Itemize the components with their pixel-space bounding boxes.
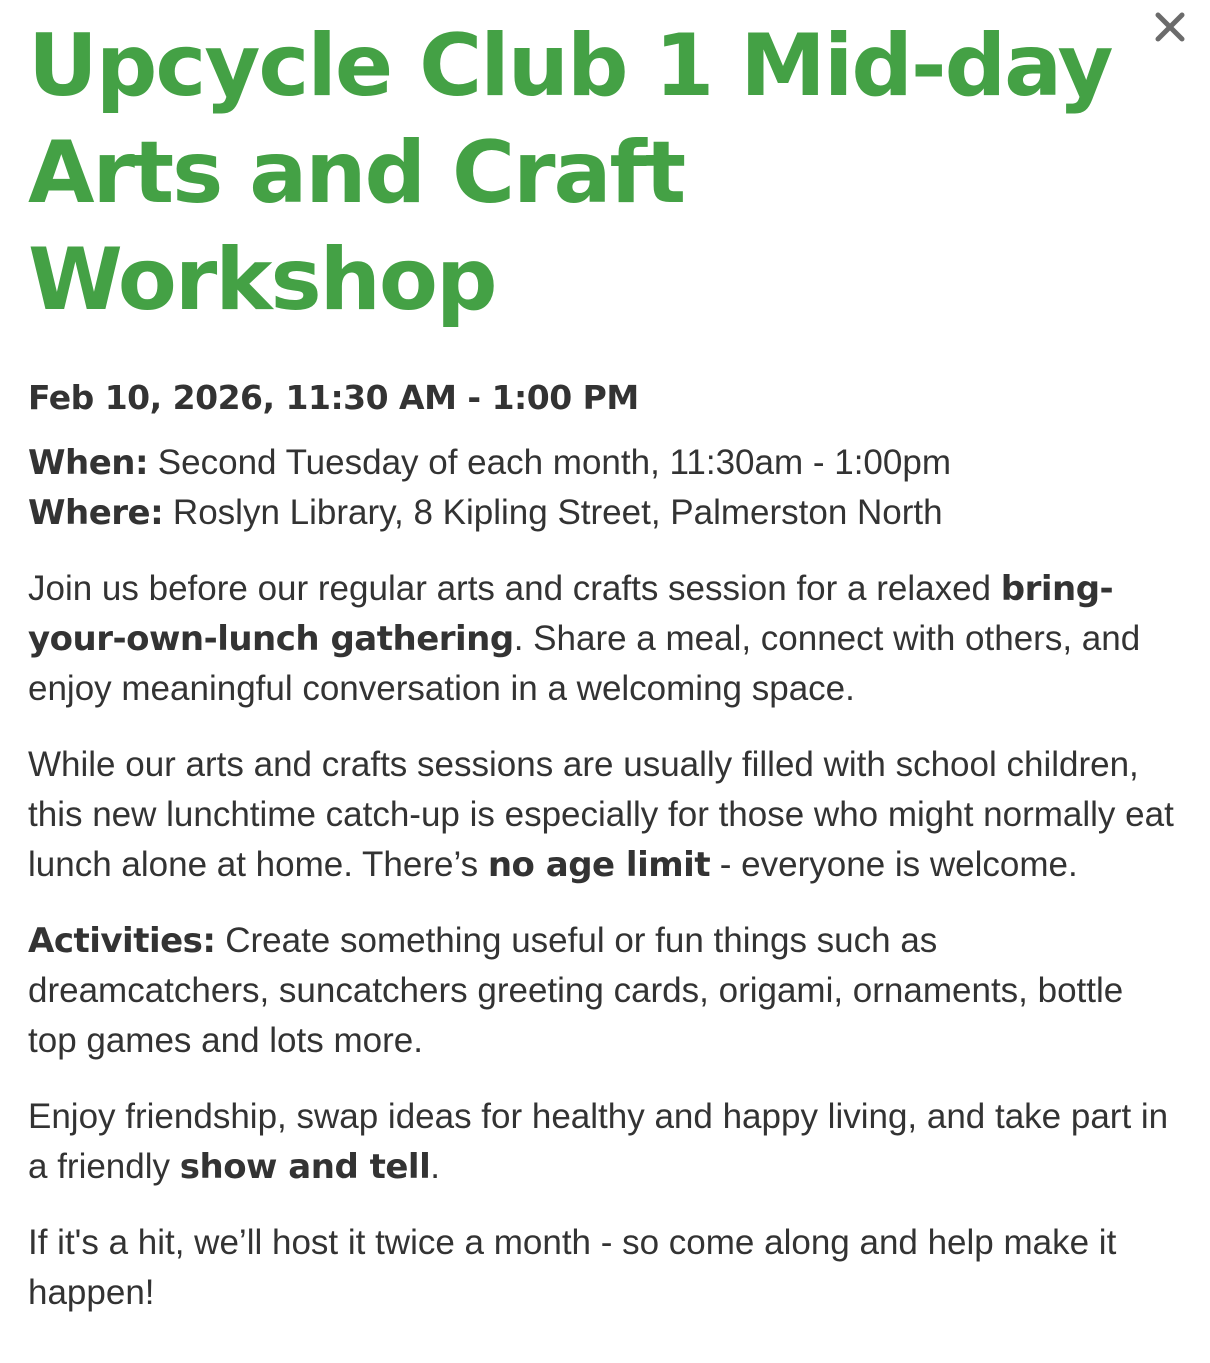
description-paragraph-4: Enjoy friendship, swap ideas for healthy and happy living, and take part in a friendly show and tell. [28, 1097, 1169, 1187]
highlight-lunch-gathering: bring-your-own-lunch gathering [28, 569, 1114, 659]
description-paragraph-2: While our arts and crafts sessions are usually filled with school children, this new lunchtime catch-up is especially for those who might normally eat lunch alone at home. There’s no age limit - everyone is welcome. [28, 745, 1174, 885]
when-label: When: [28, 443, 149, 483]
where-label: Where: [28, 493, 164, 533]
where-line [28, 488, 1180, 538]
where-value: Roslyn Library, 8 Kipling Street, Palmerston North [163, 493, 943, 532]
activities-paragraph: Activities: Create something useful or fun things such as dreamcatchers, suncatchers greeting cards, origami, ornaments, bottle top games and lots more. [28, 921, 1124, 1060]
when-line [28, 438, 1180, 488]
activities-label: Activities: [28, 921, 216, 961]
highlight-show-and-tell: show and tell [179, 1147, 431, 1187]
event-title: Upcycle Club 1 Mid-day Arts and Craft Workshop [28, 16, 1112, 330]
close-icon [1154, 11, 1186, 43]
event-date: Feb 10, 2026, 11:30 AM - 1:00 PM [28, 378, 639, 417]
description-paragraph-5: If it's a hit, we’ll host it twice a month - so come along and help make it happen! [28, 1223, 1117, 1312]
highlight-no-age-limit: no age limit [487, 845, 711, 885]
when-value: Second Tuesday of each month, 11:30am - 1:00pm [148, 443, 951, 482]
close-button[interactable] [1148, 2, 1192, 46]
event-meta [28, 438, 1180, 538]
description-paragraph-1: Join us before our regular arts and crafts session for a relaxed bring-your-own-lunch gathering. Share a meal, connect with others, and enjoy meaningful conversation in a welcoming space. [28, 569, 1141, 708]
